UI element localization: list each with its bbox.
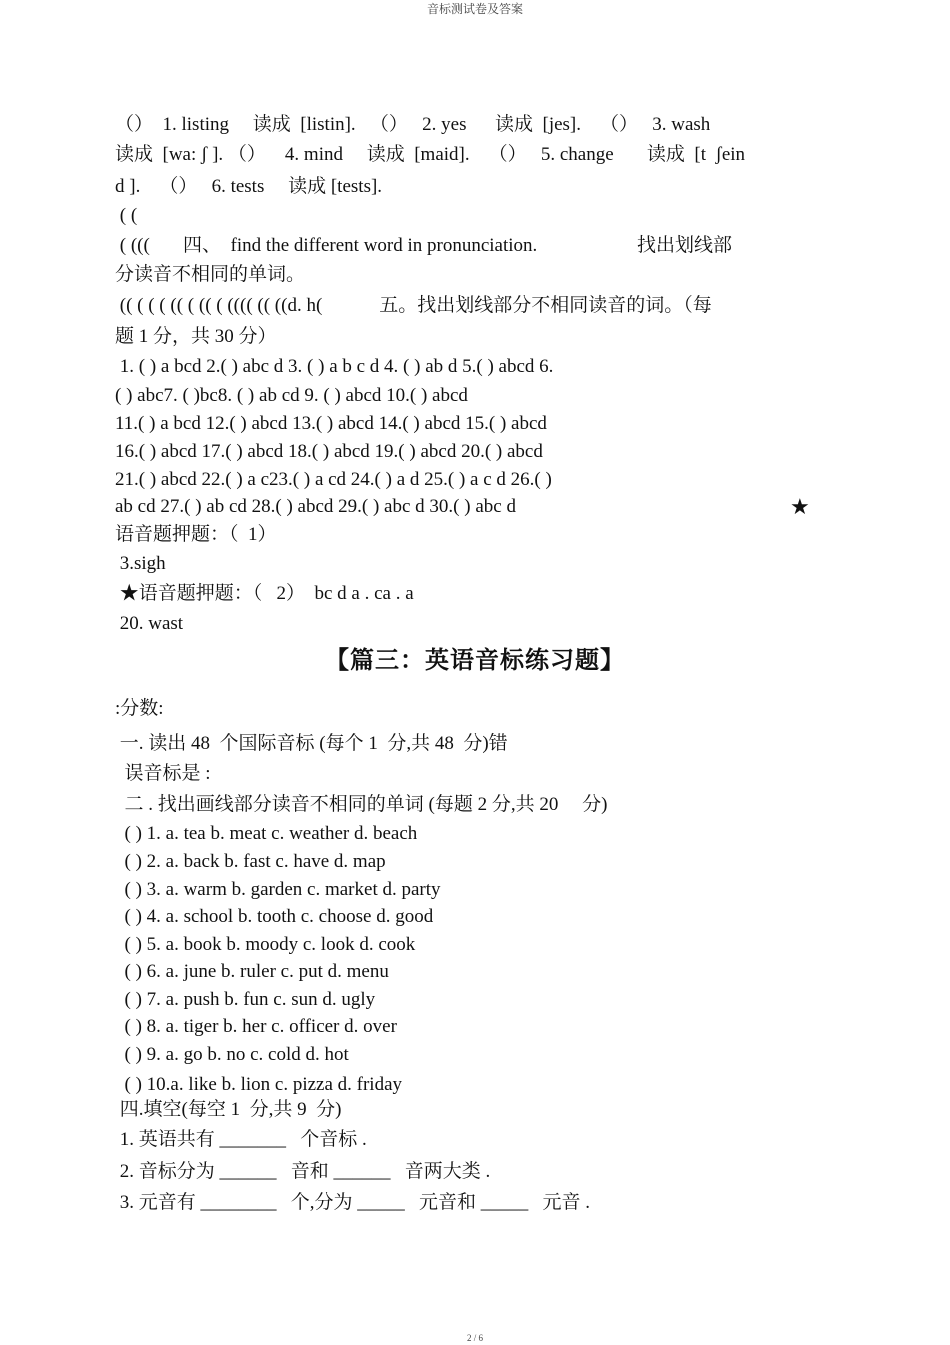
- text-line: ( ) abc7. ( )bc8. ( ) ab cd 9. ( ) abcd 10.( ) abcd: [115, 385, 468, 406]
- section-title: 【篇三：英语音标练习题】: [325, 648, 625, 674]
- text-line: d ]. （） 6. tests 读成 [tests].: [115, 176, 383, 197]
- text-line: ( (: [115, 205, 138, 226]
- question-line: ( ) 2. a. back b. fast c. have d. map: [115, 851, 386, 872]
- question-line: ( ) 5. a. book b. moody c. look d. cook: [115, 934, 416, 955]
- text-line: 20. wast: [115, 613, 184, 634]
- text-line: (( ( ( ( (( ( (( ( (((( (( ((d. h( 五。找出划线部分不相同读音的词。（每: [115, 295, 712, 316]
- text-line: 3.sigh: [115, 553, 166, 574]
- text-line: 二 . 找出画线部分读音不相同的单词 (每题 2 分,共 20 分): [115, 794, 608, 815]
- question-line: ( ) 6. a. june b. ruler c. put d. menu: [115, 961, 389, 982]
- text-line: 四.填空(每空 1 分,共 9 分): [115, 1099, 342, 1120]
- text-line: ab cd 27.( ) ab cd 28.( ) abcd 29.( ) abc d 30.( ) abc d: [115, 496, 516, 517]
- text-line: 21.( ) abcd 22.( ) a c23.( ) a cd 24.( ) a d 25.( ) a c d 26.( ): [115, 469, 552, 490]
- text-line: 题 1 分，共 30 分）: [115, 326, 277, 347]
- question-line: ( ) 4. a. school b. tooth c. choose d. good: [115, 906, 434, 927]
- fill-blank-line: 3. 元音有 ________ 个,分为 _____ 元音和 _____ 元音 .: [115, 1192, 591, 1213]
- fill-blank-line: 2. 音标分为 ______ 音和 ______ 音两大类 .: [115, 1161, 491, 1182]
- text-line: 1. ( ) a bcd 2.( ) abc d 3. ( ) a b c d 4. ( ) ab d 5.( ) abcd 6.: [115, 356, 554, 377]
- text-line: 11.( ) a bcd 12.( ) abcd 13.( ) abcd 14.( ) abcd 15.( ) abcd: [115, 413, 547, 434]
- star-icon: ★: [790, 494, 810, 519]
- question-line: ( ) 9. a. go b. no c. cold d. hot: [115, 1044, 349, 1065]
- text-line: ★语音题押题：（ 2） bc d a . ca . a: [115, 583, 414, 604]
- text-line: 16.( ) abcd 17.( ) abcd 18.( ) abcd 19.( ) abcd 20.( ) abcd: [115, 441, 543, 462]
- text-line: 语音题押题：（ 1）: [115, 524, 277, 545]
- question-line: ( ) 10.a. like b. lion c. pizza d. friday: [115, 1074, 403, 1095]
- question-line: ( ) 3. a. warm b. garden c. market d. party: [115, 879, 441, 900]
- text-line: 读成 [wa: ʃ ]. （） 4. mind 读成 [maid]. （） 5. change 读成 [t ʃein: [115, 144, 746, 165]
- text-line: 误音标是 :: [115, 763, 211, 784]
- question-line: ( ) 7. a. push b. fun c. sun d. ugly: [115, 989, 376, 1010]
- page-footer: 2 / 6: [466, 1333, 483, 1343]
- text-line: 分读音不相同的单词。: [115, 264, 306, 285]
- text-line: 一. 读出 48 个国际音标 (每个 1 分,共 48 分)错: [115, 733, 508, 754]
- text-line: :分数:: [115, 698, 164, 719]
- text-line: ( ((( 四、 find the different word in pronunciation. 找出划线部: [115, 235, 733, 256]
- question-line: ( ) 1. a. tea b. meat c. weather d. beach: [115, 823, 418, 844]
- question-line: ( ) 8. a. tiger b. her c. officer d. over: [115, 1016, 397, 1037]
- text-line: （） 1. listing 读成 [listin]. （） 2. yes 读成 [jes]. （） 3. wash: [115, 114, 711, 135]
- fill-blank-line: 1. 英语共有 _______ 个音标 .: [115, 1129, 367, 1150]
- page-header: 音标测试卷及答案: [426, 2, 523, 16]
